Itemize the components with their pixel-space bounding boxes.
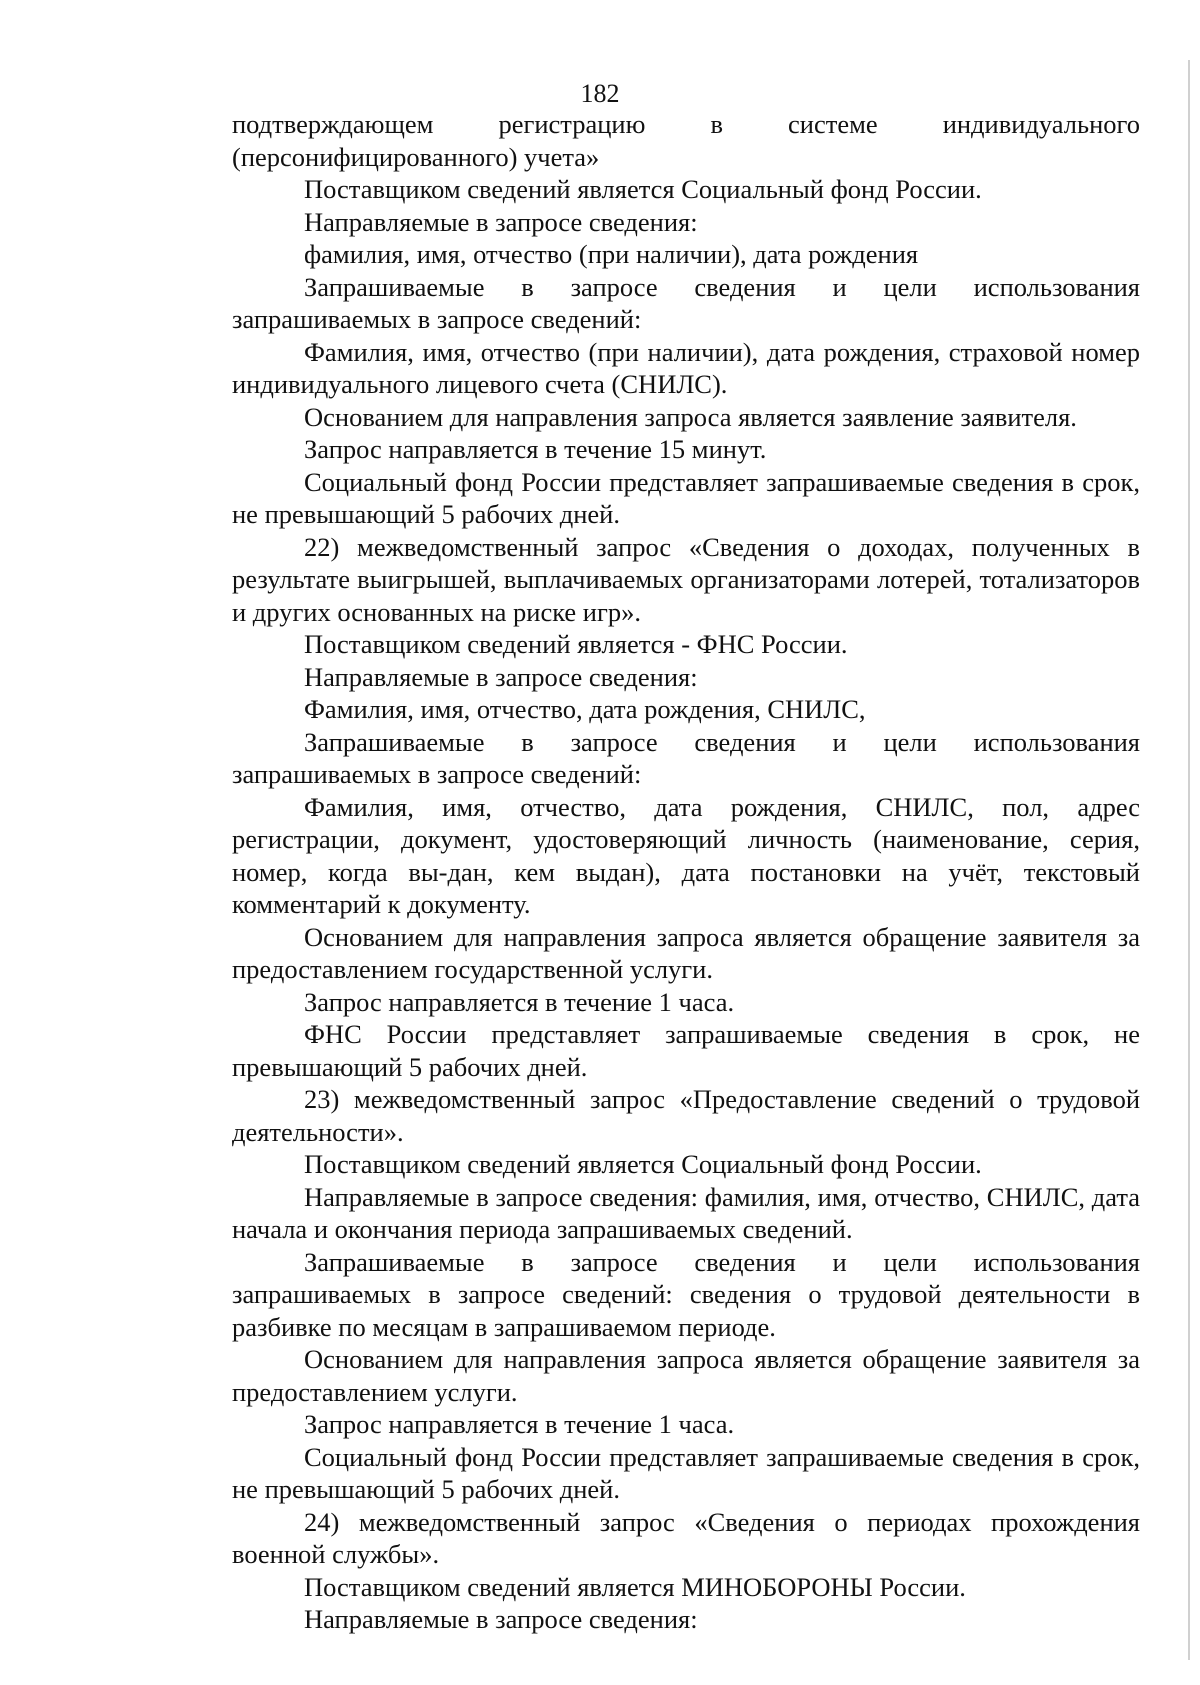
paragraph: ФНС России представляет запрашиваемые сведения в срок, не превышающий 5 рабочих дней. — [232, 1019, 1140, 1082]
paragraph: подтверждающем регистрацию в системе индивидуального (персонифицированного) учета» — [232, 109, 1140, 172]
paragraph: Социальный фонд России представляет запрашиваемые сведения в срок, не превышающий 5 рабочих дней. — [232, 466, 1140, 529]
paragraph: Социальный фонд России представляет запрашиваемые сведения в срок, не превышающий 5 рабочих дней. — [232, 1441, 1140, 1504]
paragraph: Направляемые в запросе сведения: фамилия, имя, отчество, СНИЛС, дата начала и окончания периода запрашиваемых сведений. — [232, 1181, 1140, 1244]
paragraph: Основанием для направления запроса является обращение заявителя за предоставлением услуги. — [232, 1344, 1140, 1407]
paragraph: Фамилия, имя, отчество (при наличии), дата рождения, страховой номер индивидуального лицевого счета (СНИЛС). — [232, 336, 1140, 399]
paragraph: Запрашиваемые в запросе сведения и цели использования запрашиваемых в запросе сведений: сведения о трудовой деятельности в разбивке по месяцам в запрашиваемом периоде. — [232, 1246, 1140, 1342]
paragraph: 24) межведомственный запрос «Сведения о периодах прохождения военной службы». — [232, 1506, 1140, 1569]
paragraph: 23) межведомственный запрос «Предоставление сведений о трудовой деятельности». — [232, 1084, 1140, 1147]
paragraph: фамилия, имя, отчество (при наличии), дата рождения — [304, 239, 919, 269]
paragraph: Поставщиком сведений является Социальный фонд России. — [304, 1149, 982, 1179]
paragraph: Основанием для направления запроса является обращение заявителя за предоставлением государственной услуги. — [232, 921, 1140, 984]
paragraph: Фамилия, имя, отчество, дата рождения, СНИЛС, пол, адрес регистрации, документ, удостоверяющий личность (наименование, серия, номер, когда вы-дан, кем выдан), дата постановки на учёт, текстовый комментарий к документу. — [232, 791, 1140, 919]
scan-edge-line — [1188, 60, 1190, 1660]
paragraph: Запрашиваемые в запросе сведения и цели использования запрашиваемых в запросе сведений: — [232, 271, 1140, 334]
paragraph: Фамилия, имя, отчество, дата рождения, СНИЛС, — [304, 694, 866, 724]
paragraph: Направляемые в запросе сведения: — [304, 661, 698, 692]
paragraph: Поставщиком сведений является Социальный фонд России. — [304, 174, 982, 204]
paragraph: Запрашиваемые в запросе сведения и цели использования запрашиваемых в запросе сведений: — [232, 726, 1140, 789]
paragraph: Запрос направляется в течение 15 минут. — [304, 434, 767, 464]
paragraph: Поставщиком сведений является МИНОБОРОНЫ России. — [304, 1571, 966, 1602]
page-number: 182 — [580, 79, 620, 108]
paragraph: Направляемые в запросе сведения: — [304, 1604, 698, 1634]
paragraph: 22) межведомственный запрос «Сведения о доходах, полученных в результате выигрышей, выплачиваемых организаторами лотерей, тотализаторов и других основанных на риске игр». — [232, 531, 1140, 627]
paragraph: Поставщиком сведений является - ФНС России. — [304, 629, 848, 659]
paragraph: Направляемые в запросе сведения: — [304, 206, 698, 237]
paragraph: Запрос направляется в течение 1 часа. — [304, 986, 735, 1017]
paragraph: Запрос направляется в течение 1 часа. — [304, 1409, 735, 1439]
document-body — [232, 108, 1140, 1636]
paragraph: Основанием для направления запроса является заявление заявителя. — [304, 401, 1077, 432]
